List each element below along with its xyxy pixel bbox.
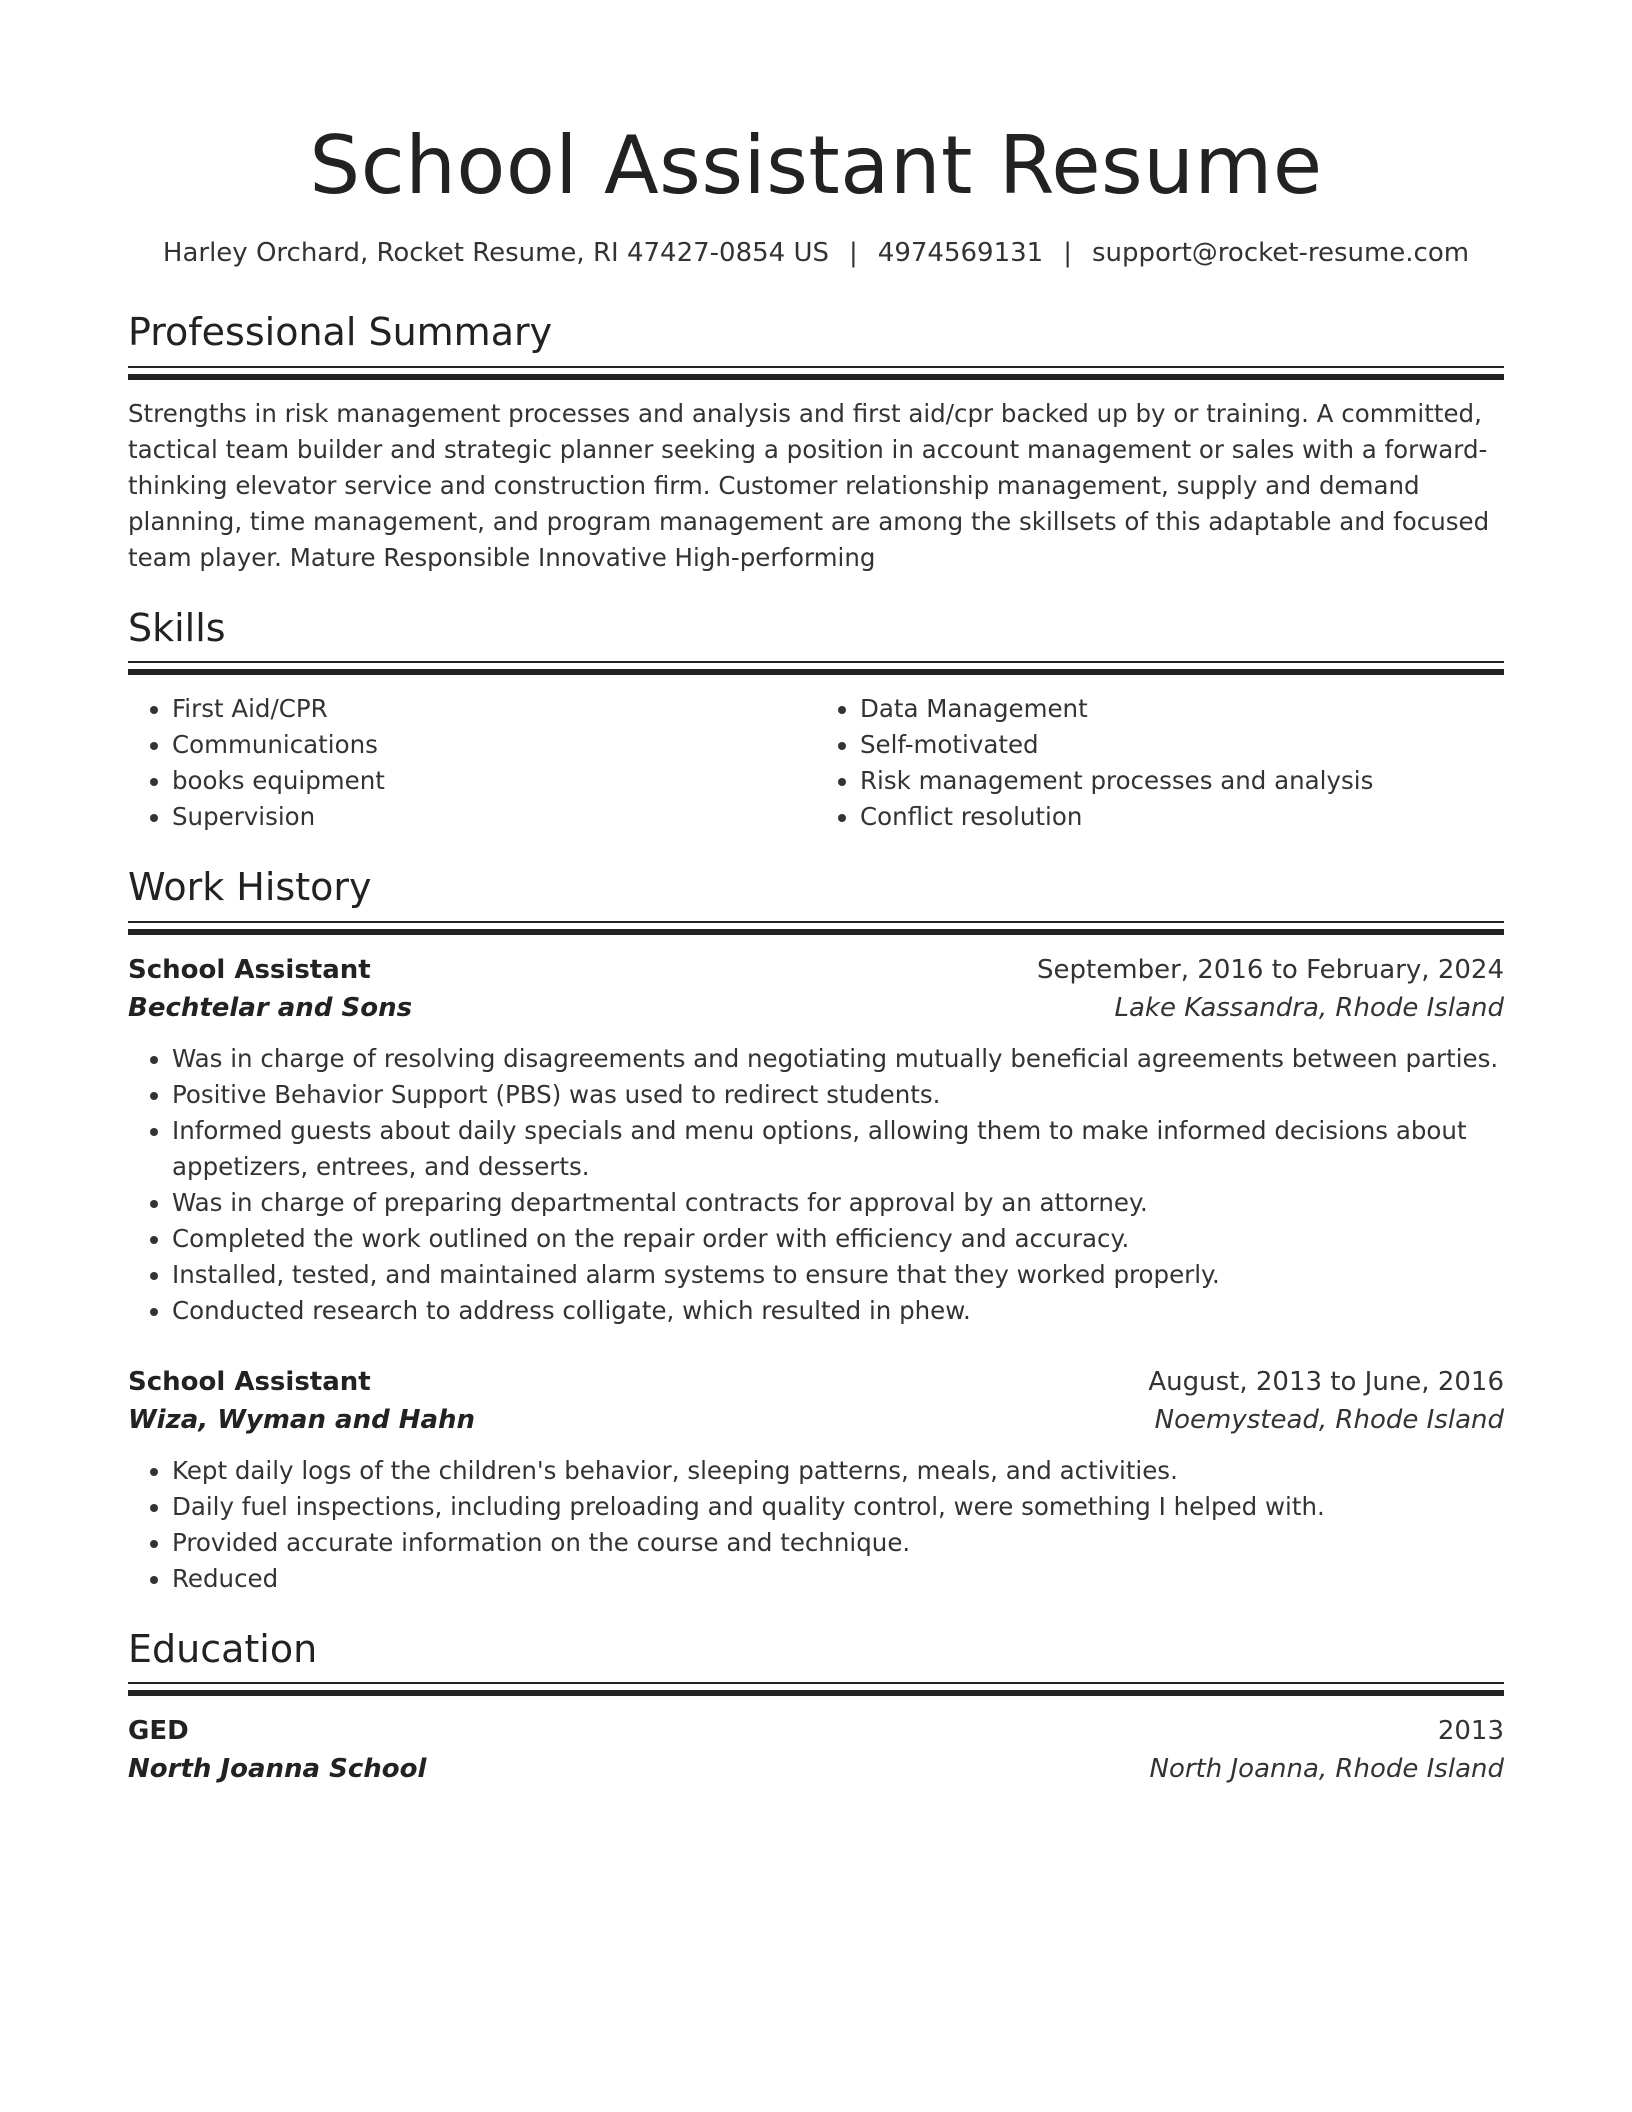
job-bullet: • Installed, tested, and maintained alarm systems to ensure that they worked properly.: [172, 1257, 1504, 1293]
job-bullet: • Conducted research to address colligate, which resulted in phew.: [172, 1293, 1504, 1329]
contact-email: support@rocket-resume.com: [1091, 238, 1470, 268]
job-company: Bechtelar and Sons: [128, 992, 413, 1023]
job-title: School Assistant: [128, 954, 371, 985]
section-divider: [128, 1682, 1504, 1696]
work-history-section: [128, 865, 1504, 1597]
job-bullet: • Reduced: [172, 1561, 1504, 1597]
skills-column-left: [128, 691, 816, 835]
contact-separator: |: [1063, 238, 1072, 268]
job-bullet: • Daily fuel inspections, including preloading and quality control, were something I helped with.: [172, 1489, 1504, 1525]
job-title: School Assistant: [128, 1366, 371, 1397]
job-company: Wiza, Wyman and Hahn: [128, 1404, 476, 1435]
job-location: Lake Kassandra, Rhode Island: [1114, 992, 1504, 1023]
job-dates: August, 2013 to June, 2016: [1148, 1366, 1504, 1397]
job-entry: [128, 1363, 1504, 1597]
section-heading-education: Education: [128, 1626, 318, 1671]
skill-item: • Self-motivated: [860, 727, 1504, 763]
skill-item: • Data Management: [860, 691, 1504, 727]
skill-item: • books equipment: [172, 763, 816, 799]
skills-column-right: [816, 691, 1504, 835]
contact-phone: 4974569131: [877, 238, 1044, 268]
job-bullet: • Was in charge of preparing departmental contracts for approval by an attorney.: [172, 1185, 1504, 1221]
job-entry: [128, 951, 1504, 1329]
section-divider: [128, 921, 1504, 935]
education-section: [128, 1627, 1504, 1789]
section-heading-summary: Professional Summary: [128, 310, 553, 354]
job-bullet: • Informed guests about daily specials and menu options, allowing them to make informed decisions about appetizers, entrees, and desserts.: [172, 1113, 1504, 1185]
section-heading-work-history: Work History: [128, 865, 372, 910]
job-dates: September, 2016 to February, 2024: [1037, 954, 1504, 985]
education-degree: GED: [128, 1716, 189, 1747]
job-location: Noemystead, Rhode Island: [1154, 1404, 1504, 1435]
contact-address: Harley Orchard, Rocket Resume, RI 47427-0854 US: [162, 238, 830, 268]
section-divider: [128, 661, 1504, 675]
skill-item: • First Aid/CPR: [172, 691, 816, 727]
skill-item: • Supervision: [172, 799, 816, 835]
education-location: North Joanna, Rhode Island: [1149, 1754, 1504, 1785]
job-bullet: • Was in charge of resolving disagreements and negotiating mutually beneficial agreements between parties.: [172, 1041, 1504, 1077]
skills-section: [128, 606, 1504, 836]
resume-title: School Assistant Resume: [309, 119, 1323, 212]
contact-separator: |: [849, 238, 858, 268]
summary-section: [128, 310, 1504, 576]
job-bullet: • Provided accurate information on the course and technique.: [172, 1525, 1504, 1561]
job-bullet: • Positive Behavior Support (PBS) was used to redirect students.: [172, 1077, 1504, 1113]
skill-item: • Conflict resolution: [860, 799, 1504, 835]
job-bullet: • Completed the work outlined on the repair order with efficiency and accuracy.: [172, 1221, 1504, 1257]
skill-item: • Communications: [172, 727, 816, 763]
section-divider: [128, 366, 1504, 380]
skills-grid: [128, 691, 1504, 835]
education-year: 2013: [1437, 1716, 1504, 1747]
education-school: North Joanna School: [128, 1754, 427, 1785]
section-heading-skills: Skills: [128, 605, 226, 650]
skill-item: • Risk management processes and analysis: [860, 763, 1504, 799]
job-bullet: • Kept daily logs of the children's behavior, sleeping patterns, meals, and activities.: [172, 1453, 1504, 1489]
summary-text: Strengths in risk management processes and analysis and first aid/cpr backed up by or training. A committed, tactical team builder and strategic planner seeking a position in account management or sales with a forward-thinking elevator service and construction firm. Customer relationship management, supply and demand planning, time management, and program management are among the skillsets of this adaptable and focused team player. Mature Responsible Innovative High-performing: [128, 398, 1490, 572]
contact-line: [128, 238, 1504, 268]
